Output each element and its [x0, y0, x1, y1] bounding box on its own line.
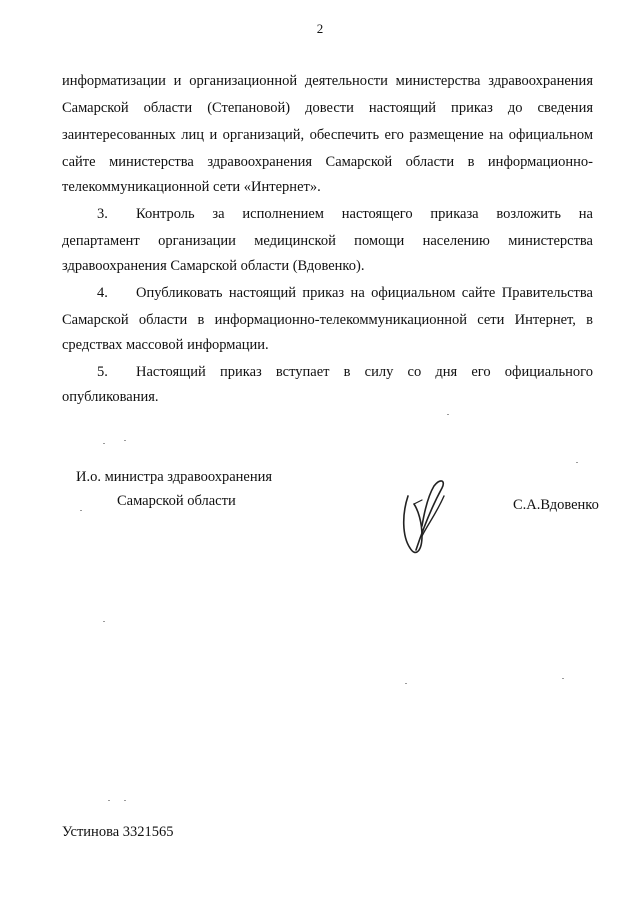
page-number: 2 — [316, 21, 324, 36]
scan-speck — [562, 678, 564, 679]
executor-note: Устинова 3321565 — [62, 824, 174, 840]
body-line: Самарской области (Степановой) довести настоящий приказ до сведения — [62, 100, 593, 116]
scan-speck — [103, 621, 105, 622]
scan-speck — [103, 443, 105, 444]
body-line: информатизации и организационной деятельности министерства здравоохранения — [62, 73, 593, 89]
item-number: 3. — [97, 206, 108, 222]
body-line: департамент организации медицинской помощи населению министерства — [62, 233, 593, 249]
body-line: заинтересованных лиц и организаций, обеспечить его размещение на официальном — [62, 127, 593, 143]
scan-speck — [447, 414, 449, 415]
handwritten-signature — [398, 474, 454, 564]
body-line: средствах массовой информации. — [62, 337, 269, 353]
body-line: Опубликовать настоящий приказ на официальном сайте Правительства — [136, 285, 593, 301]
scan-speck — [124, 440, 126, 441]
scan-speck — [124, 800, 126, 801]
signatory-name: С.А.Вдовенко — [513, 497, 599, 513]
scan-speck — [576, 462, 578, 463]
body-line: телекоммуникационной сети «Интернет». — [62, 179, 321, 195]
body-line: здравоохранения Самарской области (Вдовенко). — [62, 258, 365, 274]
scan-speck — [405, 683, 407, 684]
scan-speck — [80, 510, 82, 511]
body-line: Настоящий приказ вступает в силу со дня его официального — [136, 364, 593, 380]
body-line: сайте министерства здравоохранения Самарской области в информационно- — [62, 154, 593, 170]
body-line: Самарской области в информационно-телекоммуникационной сети Интернет, в — [62, 312, 593, 328]
signatory-region: Самарской области — [117, 493, 236, 509]
body-line: опубликования. — [62, 389, 159, 405]
scan-speck — [108, 800, 110, 801]
body-line: Контроль за исполнением настоящего приказа возложить на — [136, 206, 593, 222]
item-number: 5. — [97, 364, 108, 380]
item-number: 4. — [97, 285, 108, 301]
signatory-title: И.о. министра здравоохранения — [76, 469, 273, 485]
